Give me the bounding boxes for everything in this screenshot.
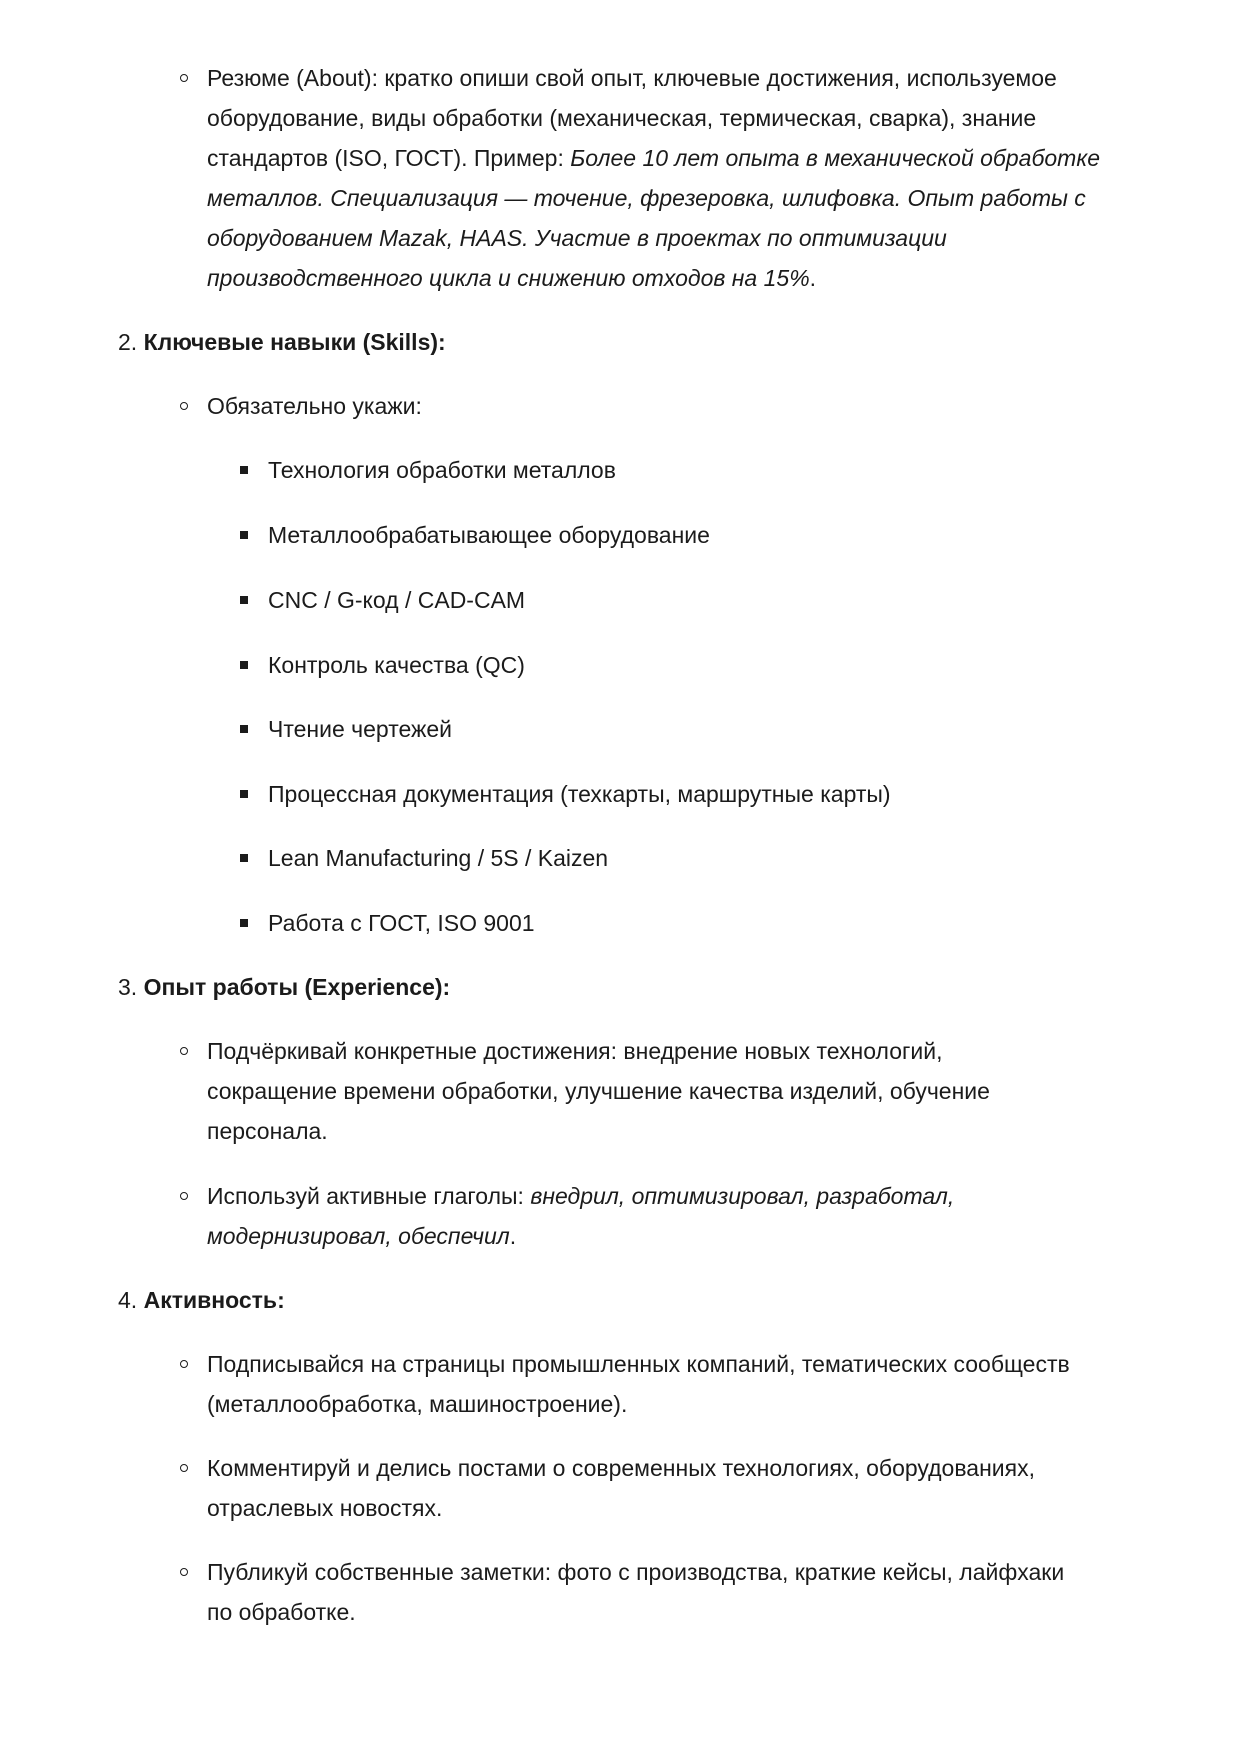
- experience-text: .: [509, 1223, 517, 1249]
- about-text: .: [809, 265, 817, 291]
- square-bullet-icon: [240, 596, 248, 604]
- skill-text: Чтение чертежей: [268, 716, 453, 742]
- section-title: Ключевые навыки (Skills):: [143, 329, 446, 355]
- activity-text: по обработке.: [207, 1599, 356, 1625]
- experience-text: Подчёркивай конкретные достижения: внедрение новых технологий,: [207, 1038, 943, 1064]
- hollow-circle-bullet-icon: [180, 1192, 188, 1200]
- about-line-3: [207, 138, 1100, 178]
- experience-text: персонала.: [207, 1118, 328, 1144]
- about-example-italic: оборудованием Mazak, HAAS. Участие в проектах по оптимизации: [207, 225, 947, 251]
- skill-text: Контроль качества (QC): [268, 652, 525, 678]
- skill-text: Процессная документация (техкарты, маршрутные карты): [268, 781, 891, 807]
- about-text: стандартов (ISO, ГОСТ). Пример:: [207, 145, 571, 171]
- about-line-2: [207, 98, 1036, 138]
- hollow-circle-bullet-icon: [180, 402, 188, 410]
- experience-text: Используй активные глаголы:: [207, 1183, 531, 1209]
- activity-text: Комментируй и делись постами о современных технологиях, оборудованиях,: [207, 1455, 1035, 1481]
- activity-text: Подписывайся на страницы промышленных компаний, тематических сообществ: [207, 1351, 1070, 1377]
- hollow-circle-bullet-icon: [180, 1360, 188, 1368]
- skill-text: Работа с ГОСТ, ISO 9001: [268, 910, 535, 936]
- square-bullet-icon: [240, 725, 248, 733]
- hollow-circle-bullet-icon: [180, 74, 188, 82]
- active-verbs-italic: модернизировал, обеспечил: [207, 1223, 510, 1249]
- section-number: 3.: [118, 974, 138, 1000]
- about-example-italic: Более 10 лет опыта в механической обработке: [570, 145, 1100, 171]
- square-bullet-icon: [240, 854, 248, 862]
- hollow-circle-bullet-icon: [180, 1464, 188, 1472]
- skills-intro-text: Обязательно укажи:: [207, 393, 422, 419]
- about-example-italic: металлов. Специализация — точение, фрезеровка, шлифовка. Опыт работы с: [207, 185, 1086, 211]
- square-bullet-icon: [240, 661, 248, 669]
- experience-text: сокращение времени обработки, улучшение качества изделий, обучение: [207, 1078, 990, 1104]
- about-line-5: [207, 218, 947, 258]
- section-heading-experience: [118, 967, 450, 1007]
- about-line-1: [207, 58, 1057, 98]
- skill-text: Металлообрабатывающее оборудование: [268, 522, 710, 548]
- square-bullet-icon: [240, 919, 248, 927]
- hollow-circle-bullet-icon: [180, 1047, 188, 1055]
- section-number: 2.: [118, 329, 138, 355]
- about-line-4: [207, 178, 1086, 218]
- activity-text: отраслевых новостях.: [207, 1495, 443, 1521]
- activity-text: (металлообработка, машиностроение).: [207, 1391, 628, 1417]
- section-number: 4.: [118, 1287, 138, 1313]
- section-heading-skills: [118, 322, 446, 362]
- section-title: Опыт работы (Experience):: [143, 974, 451, 1000]
- about-text: Резюме (About): кратко опиши свой опыт, ключевые достижения, используемое: [207, 65, 1057, 91]
- about-line-6: [207, 258, 816, 298]
- square-bullet-icon: [240, 790, 248, 798]
- square-bullet-icon: [240, 466, 248, 474]
- skill-text: Lean Manufacturing / 5S / Kaizen: [268, 845, 609, 871]
- section-heading-activity: [118, 1280, 285, 1320]
- activity-text: Публикуй собственные заметки: фото с производства, краткие кейсы, лайфхаки: [207, 1559, 1065, 1585]
- square-bullet-icon: [240, 531, 248, 539]
- hollow-circle-bullet-icon: [180, 1568, 188, 1576]
- about-text: оборудование, виды обработки (механическая, термическая, сварка), знание: [207, 105, 1037, 131]
- active-verbs-italic: внедрил, оптимизировал, разработал,: [530, 1183, 955, 1209]
- skill-text: Технология обработки металлов: [268, 457, 616, 483]
- section-title: Активность:: [143, 1287, 285, 1313]
- about-example-italic: производственного цикла и снижению отходов на 15%: [207, 265, 810, 291]
- skill-text: CNC / G-код / CAD-CAM: [268, 587, 526, 613]
